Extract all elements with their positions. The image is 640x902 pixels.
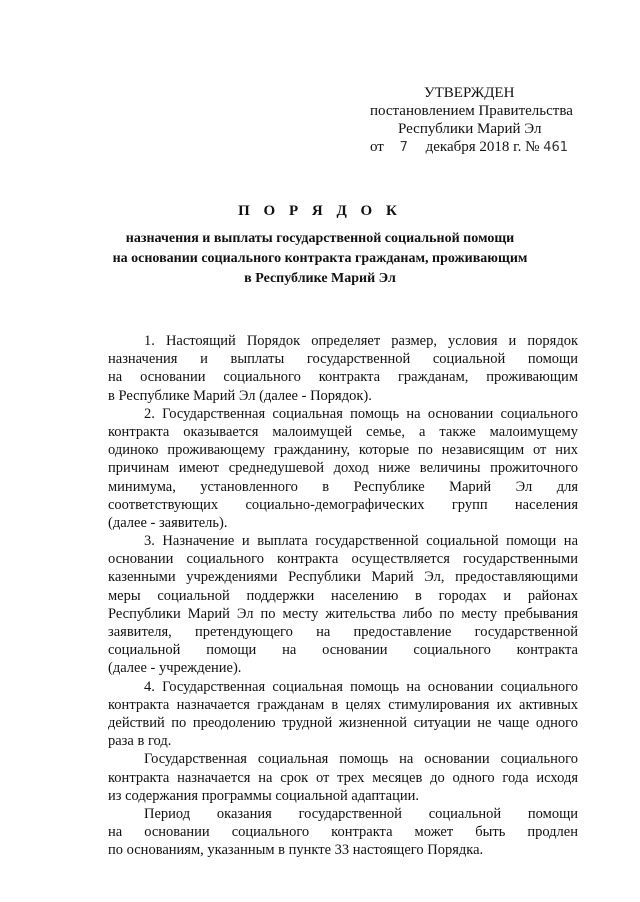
- document-subtitle: [100, 229, 540, 289]
- body-line: 3. Назначение и выплата государственной социальной помощи на: [144, 533, 578, 550]
- body-line: действий по преодолению трудной жизненной ситуации не чаще одного: [108, 714, 578, 731]
- body-line: соответствующих социально-демографических групп населения: [108, 496, 578, 513]
- subtitle-line: назначения и выплаты государственной социальной помощи: [125, 231, 515, 246]
- body-line: Государственная социальная помощь на основании социального: [144, 751, 578, 768]
- body-line: меры социальной поддержки населению в городах и районах: [108, 587, 578, 604]
- body-line: (далее - учреждение).: [108, 660, 242, 677]
- approval-stamp: [360, 84, 600, 157]
- subtitle-line: в Республике Марий Эл: [244, 271, 396, 286]
- body-line: заявителя, претендующего на предоставление государственной: [108, 624, 578, 640]
- body-line: Республики Марий Эл по месту жительства либо по месту пребывания: [108, 605, 578, 622]
- body-line: на основании социального контракта гражданам, проживающим: [108, 369, 578, 386]
- body-line: раза в год.: [108, 733, 172, 750]
- body-line: социальной помощи на основании социального контракта: [108, 642, 578, 659]
- body-line: одиноко проживающему гражданину, которые по независящим от них: [108, 442, 578, 459]
- body-line: из содержания программы социальной адаптации.: [108, 787, 420, 804]
- body-line: 4. Государственная социальная помощь на основании социального: [144, 678, 578, 695]
- approval-date-prefix: от: [370, 139, 384, 155]
- subtitle-line: на основании социального контракта гражданам, проживающим: [112, 251, 528, 266]
- approval-number: 461: [543, 140, 569, 155]
- body-line: контракта оказывается малоимущей семье, а также малоимущему: [108, 423, 578, 440]
- body-line: контракта назначается на срок от трех месяцев до одного года исходя: [108, 769, 578, 786]
- body-line: (далее - заявитель).: [108, 514, 228, 531]
- body-line: в Республике Марий Эл (далее - Порядок).: [108, 387, 372, 404]
- approval-line-2: Республики Марий Эл: [398, 121, 542, 137]
- body-line: Период оказания государственной социальной помощи: [144, 805, 578, 822]
- body-line: по основаниям, указанным в пункте 33 настоящего Порядка.: [108, 842, 484, 859]
- approval-day: 7: [399, 140, 408, 155]
- approval-title: УТВЕРЖДЕН: [424, 85, 515, 101]
- body-line: на основании социального контракта может быть продлен: [108, 824, 578, 841]
- approval-month-year: декабря 2018 г. №: [425, 139, 540, 155]
- document-title: П О Р Я Д О К: [238, 203, 402, 219]
- body-line: минимума, установленного в Республике Марий Эл для: [108, 478, 578, 495]
- body-line: казенными учреждениями Республики Марий Эл, предоставляющими: [108, 569, 578, 586]
- body-text: [108, 332, 578, 859]
- body-line: 1. Настоящий Порядок определяет размер, условия и порядок: [144, 333, 578, 349]
- body-line: основании социального контракта осуществляется государственными: [108, 551, 578, 568]
- body-line: причинам имеют среднедушевой доход ниже величины прожиточного: [108, 460, 578, 477]
- body-line: контракта назначается гражданам в целях стимулирования их активных: [108, 696, 578, 713]
- body-line: 2. Государственная социальная помощь на основании социального: [144, 405, 578, 422]
- body-line: назначения и выплаты государственной социальной помощи: [108, 351, 578, 368]
- approval-date-line: [360, 138, 600, 157]
- approval-line-1: постановлением Правительства: [370, 103, 573, 119]
